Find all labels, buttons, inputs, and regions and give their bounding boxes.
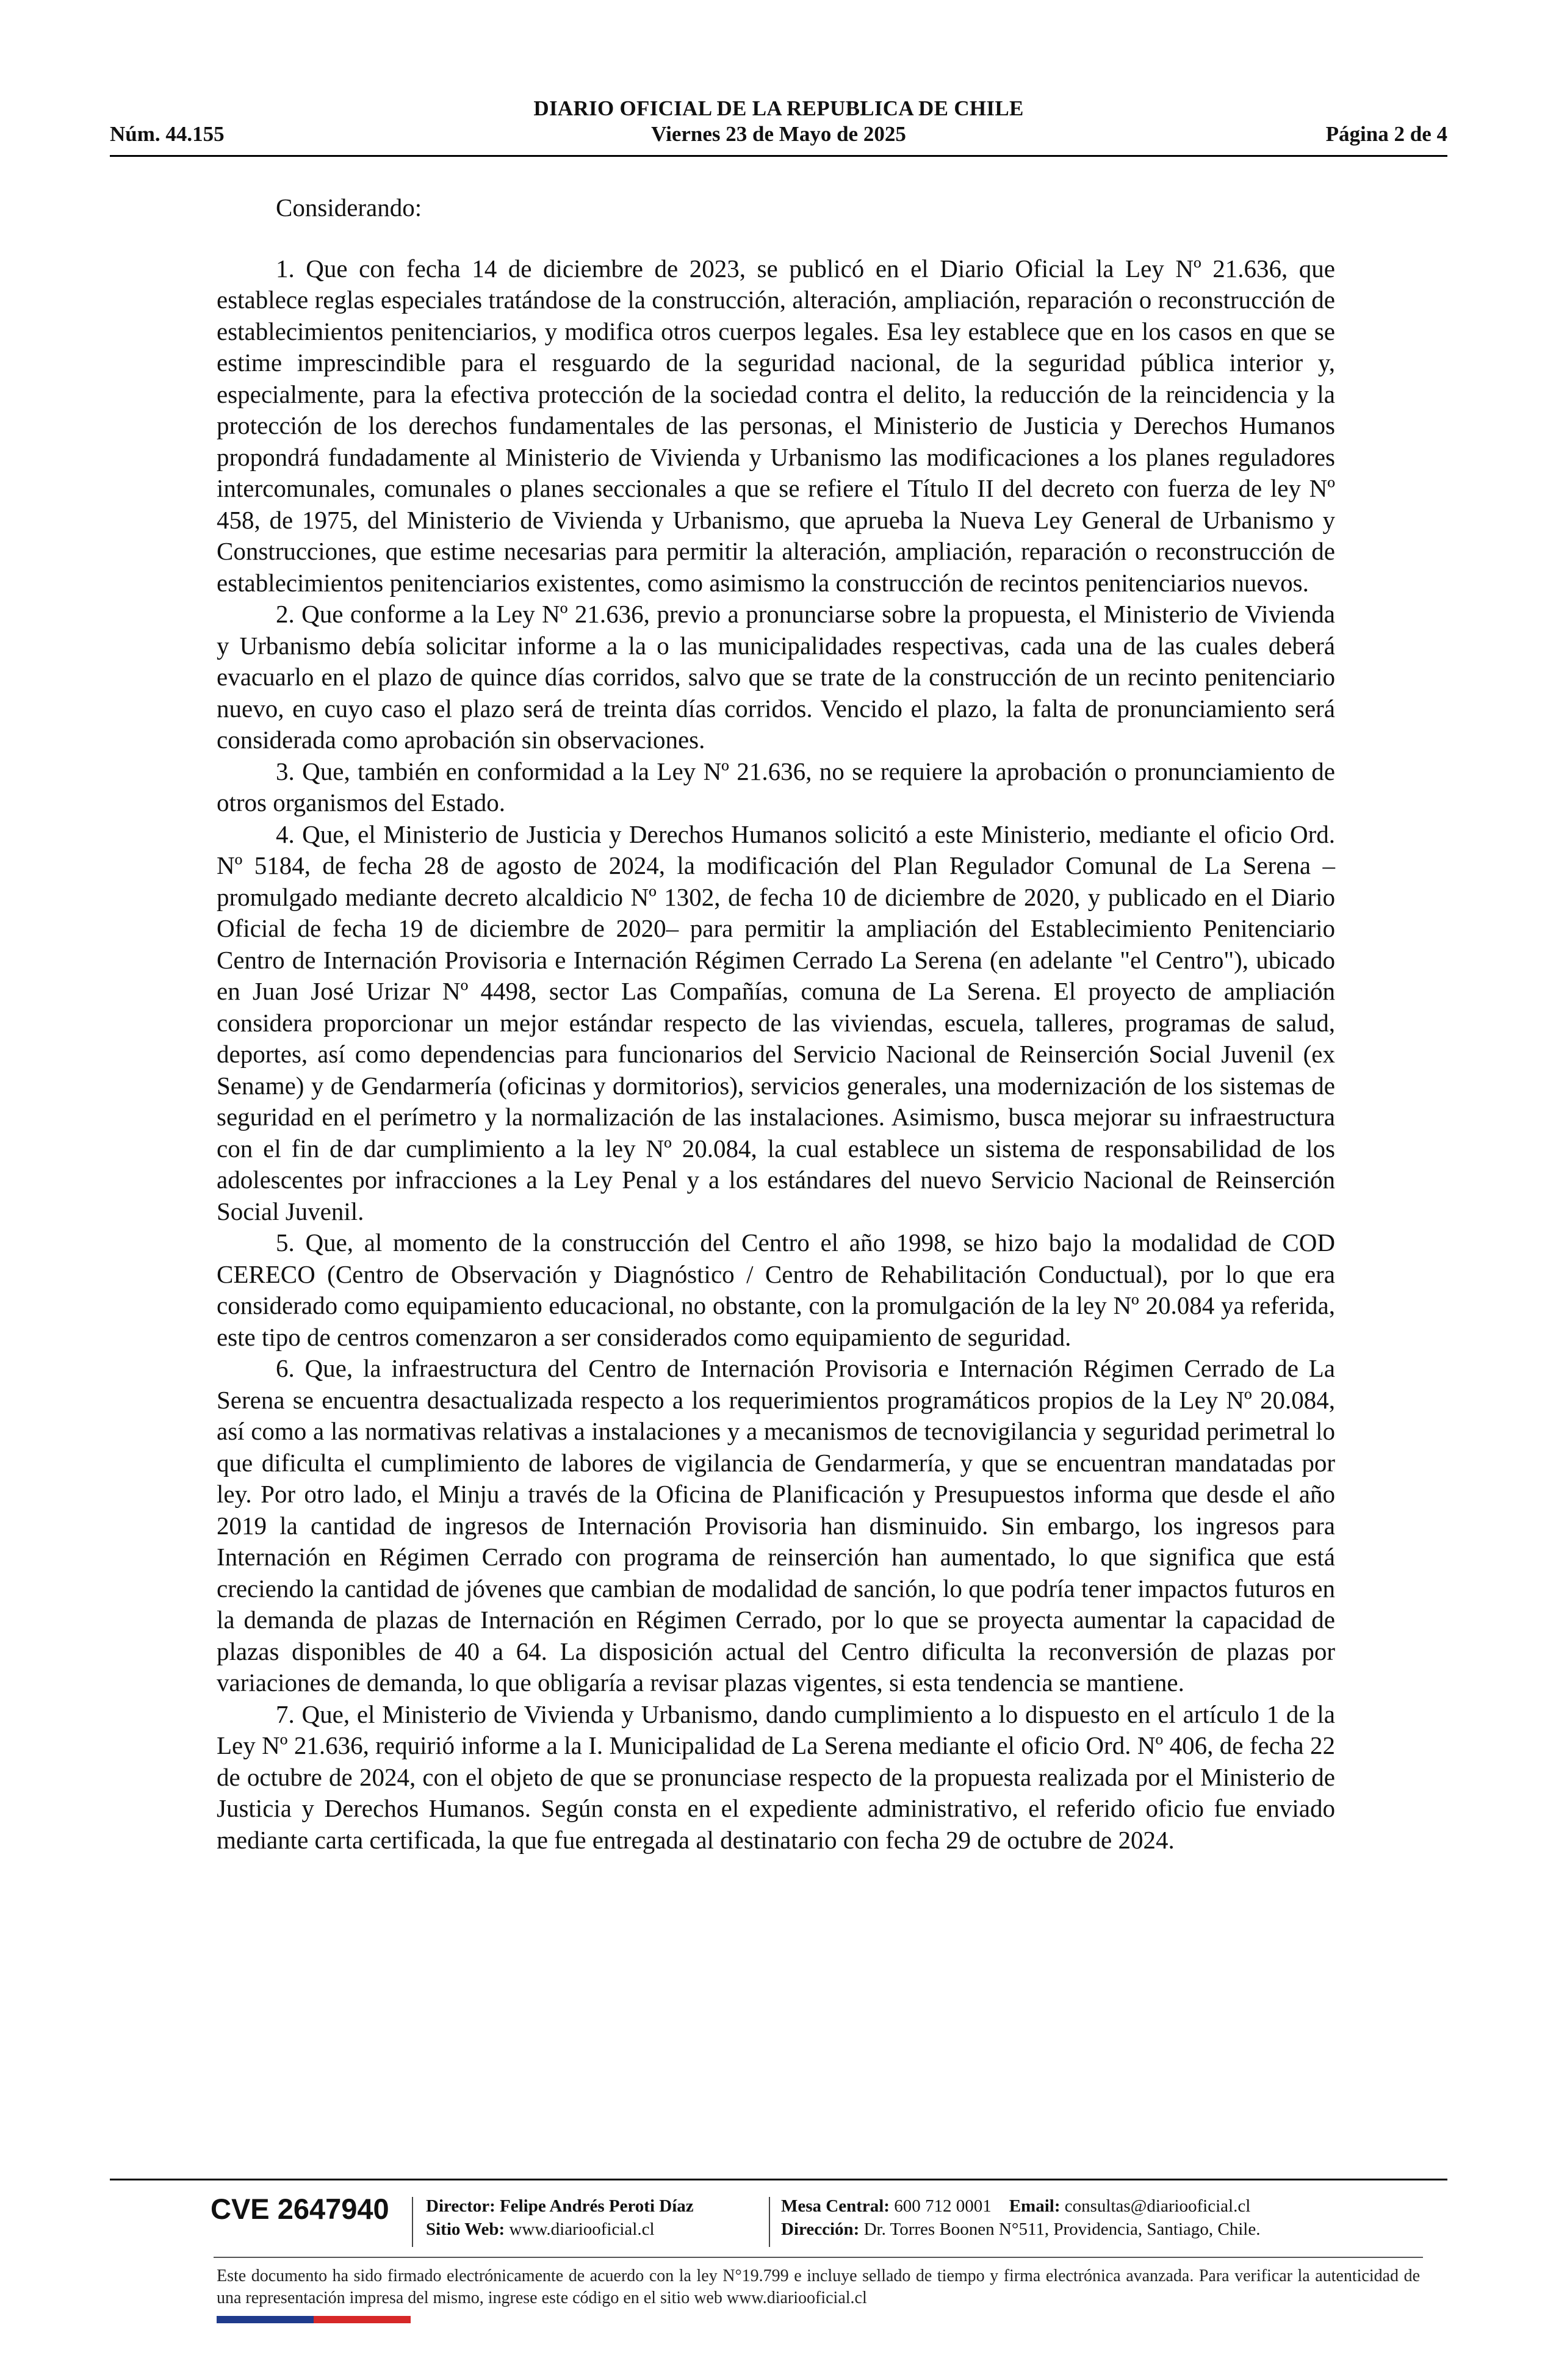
document-body <box>217 192 1335 1856</box>
mesa-label: Mesa Central: <box>781 2196 890 2216</box>
email-link[interactable]: consultas@diariooficial.cl <box>1064 2196 1251 2216</box>
paragraph-4: 4. Que, el Ministerio de Justicia y Derechos Humanos solicitó a este Ministerio, mediante el oficio Ord. Nº 5184, de fecha 28 de agosto de 2024, la modificación del Plan Regulador Comunal de La Serena –promulgado mediante decreto alcaldicio Nº 1302, de fecha 10 de diciembre de 2020, y publicado en el Diario Oficial de fecha 19 de diciembre de 2020– para permitir la ampliación del Establecimiento Penitenciario Centro de Internación Provisoria e Internación Régimen Cerrado La Serena (en adelante "el Centro"), ubicado en Juan José Urizar Nº 4498, sector Las Compañías, comuna de La Serena. El proyecto de ampliación considera proporcionar un mejor estándar respecto de las viviendas, escuela, talleres, programas de salud, deportes, así como dependencias para funcionarios del Servicio Nacional de Reinserción Social Juvenil (ex Sename) y de Gendarmería (oficinas y dormitorios), servicios generales, una modernización de los sistemas de seguridad en el perímetro y la normalización de las instalaciones. Asimismo, busca mejorar su infraestructura con el fin de dar cumplimiento a la ley Nº 20.084, la cual establece un sistema de responsabilidad de los adolescentes por infracciones a la Ley Penal y a los estándares del nuevo Servicio Nacional de Reinserción Social Juvenil. <box>217 820 1335 1225</box>
footer-contact-block <box>781 2194 1260 2241</box>
paragraph-2: 2. Que conforme a la Ley Nº 21.636, previo a pronunciarse sobre la propuesta, el Ministerio de Vivienda y Urbanismo debía solicitar informe a la o las municipalidades respectivas, cada una de las cuales deberá evacuarlo en el plazo de quince días corridos, salvo que se trate de la construcción de un recinto penitenciario nuevo, en cuyo caso el plazo será de treinta días corridos. Vencido el plazo, la falta de pronunciamiento será considerada como aprobación sin observaciones. <box>217 600 1335 754</box>
flag-red-segment <box>314 2316 411 2323</box>
signature-note: Este documento ha sido firmado electrónicamente de acuerdo con la ley N°19.799 e incluye sellado de tiempo y firma electrónica avanzada. Para verificar la autenticidad de una representación impresa del mismo, ingrese este código en el sitio web www.diariooficial.cl <box>217 2266 1420 2307</box>
footer-inner-divider <box>214 2257 1423 2258</box>
newspaper-title: DIARIO OFICIAL DE LA REPUBLICA DE CHILE <box>533 96 1024 120</box>
header-divider <box>110 155 1447 157</box>
director-name: Felipe Andrés Peroti Díaz <box>500 2196 694 2216</box>
paragraph-5: 5. Que, al momento de la construcción del Centro el año 1998, se hizo bajo la modalidad de COD CERECO (Centro de Observación y Diagnóstico / Centro de Rehabilitación Conductual), por lo que era considerado como equipamiento educacional, no obstante, con la promulgación de la ley Nº 20.084 ya referida, este tipo de centros comenzaron a ser considerados como equipamiento de seguridad. <box>217 1228 1335 1351</box>
paragraph-7: 7. Que, el Ministerio de Vivienda y Urbanismo, dando cumplimiento a lo dispuesto en el artículo 1 de la Ley Nº 21.636, requirió informe a la I. Municipalidad de La Serena mediante el oficio Ord. Nº 406, de fecha 22 de octubre de 2024, con el objeto de que se pronunciase respecto de la propuesta realizada por el Ministerio de Justicia y Derechos Humanos. Según consta en el expediente administrativo, el referido oficio fue enviado mediante carta certificada, la que fue entregada al destinatario con fecha 29 de octubre de 2024. <box>217 1700 1335 1854</box>
direccion-value: Dr. Torres Boonen N°511, Providencia, Santiago, Chile. <box>863 2220 1261 2239</box>
page-header <box>110 92 1447 159</box>
flag-blue-segment <box>217 2316 314 2323</box>
web-label: Sitio Web: <box>426 2220 505 2239</box>
footer-divider <box>110 2179 1447 2180</box>
paragraph-1: 1. Que con fecha 14 de diciembre de 2023, se publicó en el Diario Oficial la Ley Nº 21.636, que establece reglas especiales tratándose de la construcción, alteración, ampliación, reparación o reconstrucción de establecimientos penitenciarios, y modifica otros cuerpos legales. Esa ley establece que en los casos en que se estime imprescindible para el resguardo de la seguridad nacional, de la seguridad pública interior y, especialmente, para la efectiva protección de la sociedad contra el delito, la reducción de la reincidencia y la protección de los derechos fundamentales de las personas, el Ministerio de Justicia y Derechos Humanos propondrá fundadamente al Ministerio de Vivienda y Urbanismo las modificaciones a los planes reguladores intercomunales, comunales o planes seccionales a que se refiere el Título II del decreto con fuerza de ley Nº 458, de 1975, del Ministerio de Vivienda y Urbanismo, que aprueba la Nueva Ley General de Urbanismo y Construcciones, que estime necesarias para permitir la alteración, ampliación, reparación o reconstrucción de establecimientos penitenciarios existentes, como asimismo la construcción de recintos penitenciarios nuevos. <box>217 254 1335 597</box>
paragraph-3: 3. Que, también en conformidad a la Ley Nº 21.636, no se requiere la aprobación o pronunciamiento de otros organismos del Estado. <box>217 757 1335 817</box>
web-link[interactable]: www.diariooficial.cl <box>509 2220 655 2239</box>
issue-number: Núm. 44.155 <box>110 122 225 146</box>
mesa-phone: 600 712 0001 <box>894 2196 992 2216</box>
page-footer <box>110 2179 1447 2362</box>
page-indicator: Página 2 de 4 <box>1325 122 1447 146</box>
issue-date: Viernes 23 de Mayo de 2025 <box>651 122 906 146</box>
cve-code: CVE 2647940 <box>211 2193 389 2225</box>
paragraph-6: 6. Que, la infraestructura del Centro de Internación Provisoria e Internación Régimen Cerrado de La Serena se encuentra desactualizada respecto a los requerimientos programáticos propios de la Ley Nº 20.084, así como a las normativas relativas a instalaciones y a mecanismos de tecnovigilancia y seguridad perimetral lo que dificulta el cumplimiento de labores de vigilancia de Gendarmería, y que se encuentran mandatadas por ley. Por otro lado, el Minju a través de la Oficina de Planificación y Presupuestos informa que desde el año 2019 la cantidad de ingresos de Internación Provisoria han disminuido. Sin embargo, los ingresos para Internación en Régimen Cerrado con programa de reinserción han aumentado, lo que significa que está creciendo la cantidad de jóvenes que cambian de modalidad de sanción, lo que podría tener impactos futuros en la demanda de plazas de Internación en Régimen Cerrado, por lo que se proyecta aumentar la capacidad de plazas disponibles de 40 a 64. La disposición actual del Centro dificulta la reconversión de plazas por variaciones de demanda, lo que obligaría a revisar plazas vigentes, si esta tendencia se mantiene. <box>217 1354 1335 1697</box>
email-label: Email: <box>1009 2196 1061 2216</box>
considerando-heading: Considerando: <box>276 193 422 222</box>
footer-separator <box>769 2197 770 2247</box>
flag-stripe <box>217 2316 411 2323</box>
footer-director-block <box>426 2194 694 2241</box>
direccion-label: Dirección: <box>781 2220 860 2239</box>
header-meta-row <box>110 122 1447 149</box>
director-label: Director: <box>426 2196 495 2216</box>
footer-separator <box>412 2197 413 2247</box>
